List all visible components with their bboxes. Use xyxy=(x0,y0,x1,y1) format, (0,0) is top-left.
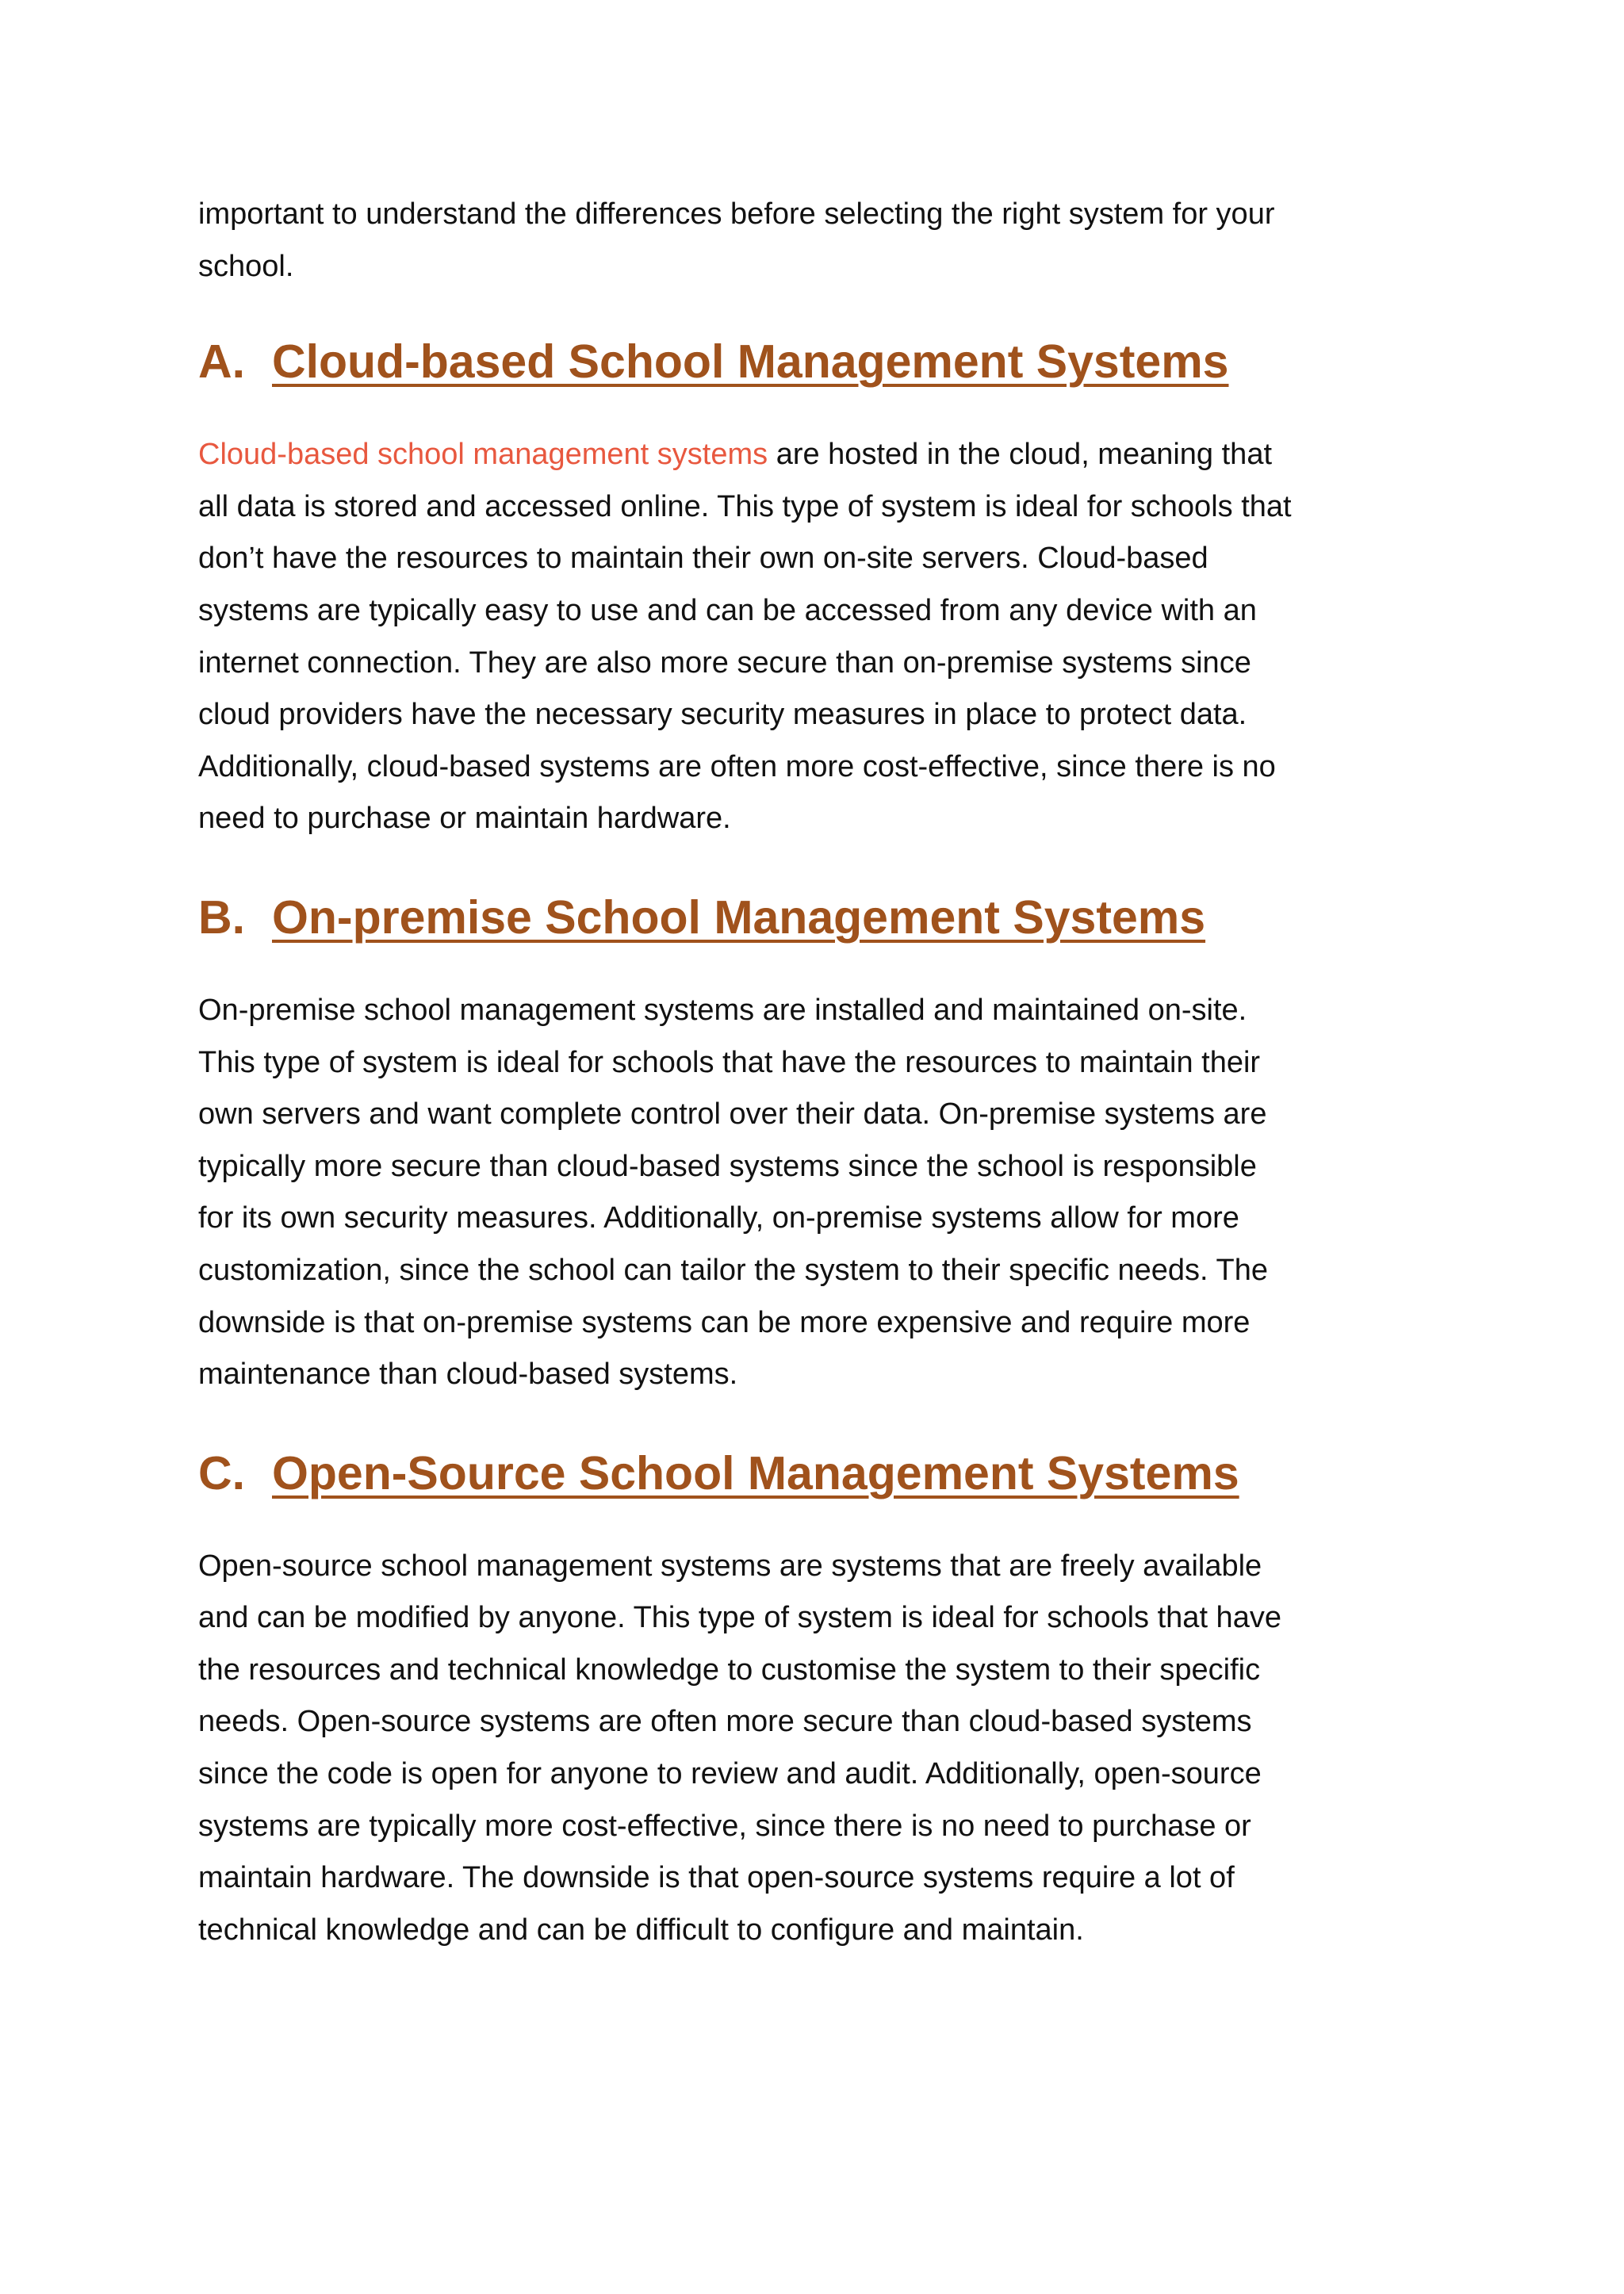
section-c-letter: C. xyxy=(198,1446,245,1499)
section-c-paragraph: Open-source school management systems are systems that are freely available and can be modified by anyone. This type of system is ideal for schools that have the resources and technical knowledge to customise the system to their specific needs. Open-source systems are often more secure than cloud-based systems since the code is open for anyone to review and audit. Additionally, open-source systems are typically more cost-effective, since there is no need to purchase or maintain hardware. The downside is that open-source systems require a lot of technical knowledge and can be difficult to configure and maintain. xyxy=(198,1549,1281,1947)
section-b-letter: B. xyxy=(198,890,245,944)
section-b-heading xyxy=(198,886,1293,949)
section-a-body: are hosted in the cloud, meaning that all data is stored and accessed online. This type of system is ideal for schools that don’t have the resources to maintain their own on-site servers. Cloud-based systems are typically easy to use and can be accessed from any device with an internet connection. They are also more secure than on-premise systems since cloud providers have the necessary security measures in place to protect data. Additionally, cloud-based systems are often more cost-effective, since there is no need to purchase or maintain hardware. xyxy=(198,438,1292,836)
section-b-title: On-premise School Management Systems xyxy=(272,890,1206,944)
intro-paragraph: important to understand the differences before selecting the right system for your school. xyxy=(198,197,1275,283)
section-b-paragraph: On-premise school management systems are installed and maintained on-site. This type of system is ideal for schools that have the resources to maintain their own servers and want complete control over their data. On-premise systems are typically more secure than cloud-based systems since the school is responsible for its own security measures. Additionally, on-premise systems allow for more customization, since the school can tailor the system to their specific needs. The downside is that on-premise systems can be more expensive and require more maintenance than cloud-based systems. xyxy=(198,993,1268,1392)
document-page xyxy=(198,189,1293,1956)
section-a-title: Cloud-based School Management Systems xyxy=(272,335,1229,389)
section-a-heading xyxy=(198,330,1293,393)
cloud-based-systems-link[interactable]: Cloud-based school management systems xyxy=(198,438,768,472)
section-a-paragraph xyxy=(198,429,1293,845)
section-c-title: Open-Source School Management Systems xyxy=(272,1446,1239,1499)
section-a-letter: A. xyxy=(198,335,245,389)
section-c-heading xyxy=(198,1442,1293,1505)
